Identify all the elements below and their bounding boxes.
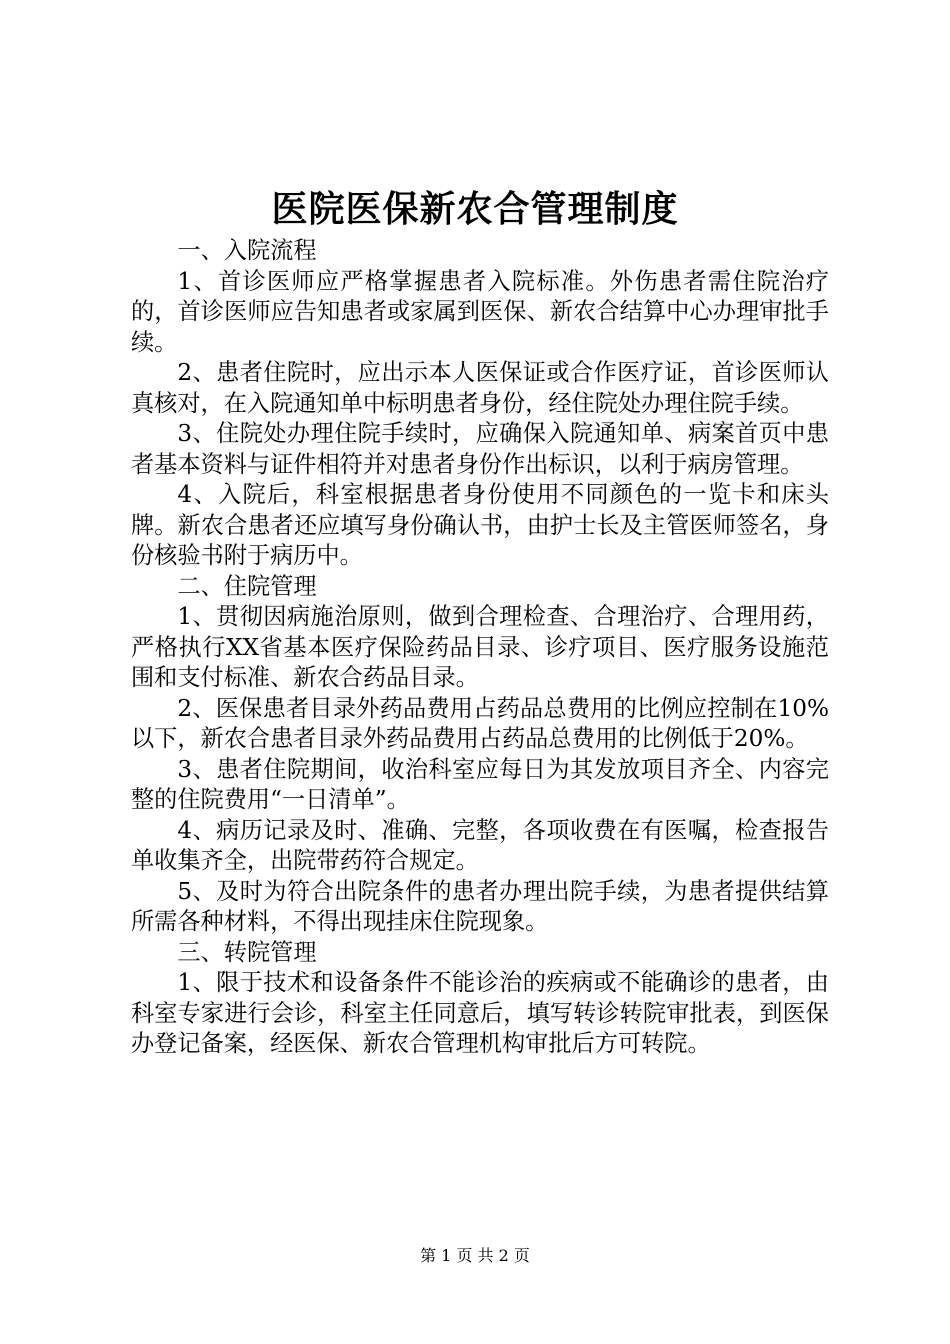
paragraph: 1、贯彻因病施治原则，做到合理检查、合理治疗、合理用药，严格执行XX省基本医疗保险药品目录、诊疗项目、医疗服务设施范围和支付标准、新农合药品目录。 xyxy=(131,603,829,691)
paragraph: 2、患者住院时，应出示本人医保证或合作医疗证，首诊医师认真核对，在入院通知单中标明患者身份，经住院处办理住院手续。 xyxy=(131,359,829,417)
section-heading: 二、住院管理 xyxy=(177,572,317,600)
section-heading: 一、入院流程 xyxy=(177,237,317,264)
paragraph: 4、入院后，科室根据患者身份使用不同颜色的一览卡和床头牌。新农合患者还应填写身份确认书，由护士长及主管医师签名，身份核验书附于病历中。 xyxy=(131,481,829,569)
paragraph: 5、及时为符合出院条件的患者办理出院手续，为患者提供结算所需各种材料，不得出现挂床住院现象。 xyxy=(131,877,829,935)
document-body xyxy=(131,236,829,1060)
page-footer: 第 1 页 共 2 页 xyxy=(420,1246,530,1265)
section-heading: 三、转院管理 xyxy=(177,938,317,966)
paragraph: 4、病历记录及时、准确、完整，各项收费在有医嘱，检查报告单收集齐全，出院带药符合规定。 xyxy=(131,816,829,874)
paragraph: 1、首诊医师应严格掌握患者入院标准。外伤患者需住院治疗的，首诊医师应告知患者或家属到医保、新农合结算中心办理审批手续。 xyxy=(131,267,829,356)
document-title: 医院医保新农合管理制度 xyxy=(271,188,679,230)
paragraph: 1、限于技术和设备条件不能诊治的疾病或不能确诊的患者，由科室专家进行会诊，科室主任同意后，填写转诊转院审批表，到医保办登记备案，经医保、新农合管理机构审批后方可转院。 xyxy=(131,969,829,1057)
paragraph: 3、患者住院期间，收治科室应每日为其发放项目齐全、内容完整的住院费用“一日清单”。 xyxy=(131,755,829,813)
paragraph: 2、医保患者目录外药品费用占药品总费用的比例应控制在10%以下，新农合患者目录外药品费用占药品总费用的比例低于20%。 xyxy=(131,694,829,752)
paragraph: 3、住院处办理住院手续时，应确保入院通知单、病案首页中患者基本资料与证件相符并对患者身份作出标识，以利于病房管理。 xyxy=(131,420,829,478)
